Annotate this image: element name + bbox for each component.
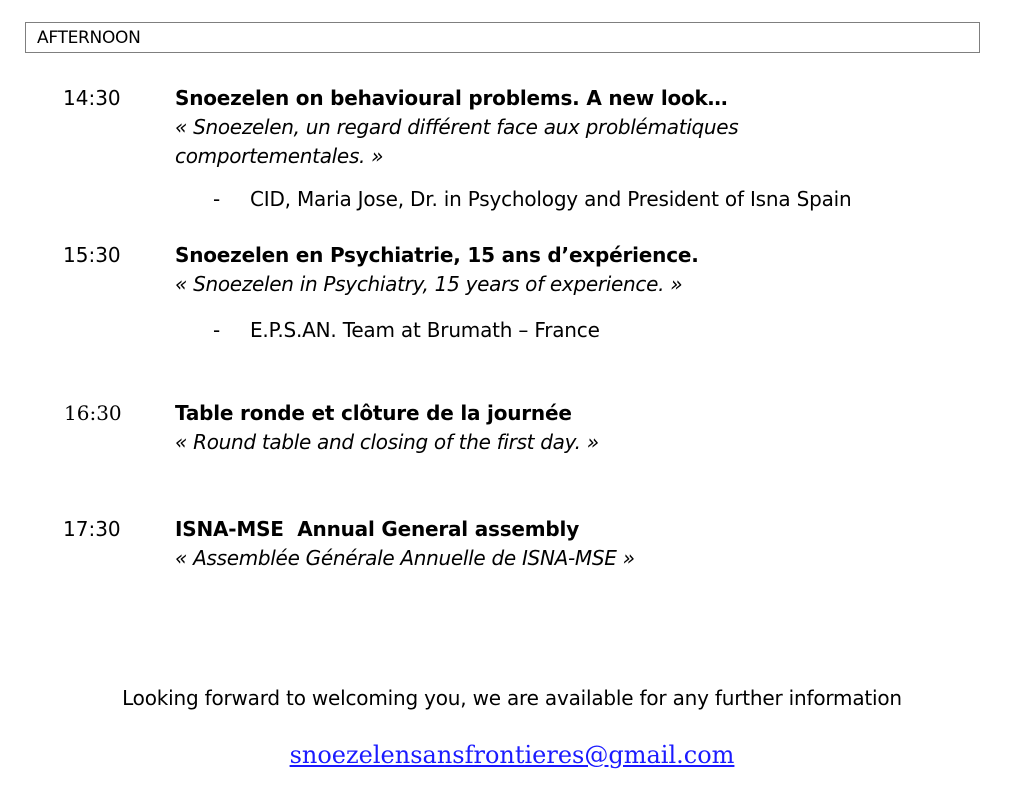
program-subtitle-line: « Assemblée Générale Annuelle de ISNA-MSE » xyxy=(175,546,635,570)
program-title: ISNA-MSE Annual General assembly xyxy=(175,517,580,541)
program-subtitle xyxy=(175,544,815,573)
program-speaker xyxy=(213,187,851,211)
program-speaker xyxy=(213,318,600,342)
contact-email xyxy=(0,741,1024,769)
speaker-bullet: - xyxy=(213,187,221,211)
section-header-box xyxy=(25,22,980,53)
speaker-name: CID, Maria Jose, Dr. in Psychology and President of Isna Spain xyxy=(250,187,852,211)
program-subtitle xyxy=(175,113,815,171)
speaker-name: E.P.S.AN. Team at Brumath – France xyxy=(250,318,600,342)
program-title: Table ronde et clôture de la journée xyxy=(175,401,572,425)
program-subtitle xyxy=(175,428,815,457)
program-subtitle-line: « Snoezelen, un regard différent face aux problématiques xyxy=(175,115,739,139)
closing-message: Looking forward to welcoming you, we are available for any further information xyxy=(122,686,902,710)
program-title: Snoezelen on behavioural problems. A new look… xyxy=(175,86,728,110)
program-subtitle-line: comportementales. » xyxy=(175,144,384,168)
program-subtitle-line: « Round table and closing of the first day. » xyxy=(175,430,599,454)
speaker-bullet: - xyxy=(213,318,221,342)
program-time: 15:30 xyxy=(63,243,121,267)
program-time: 17:30 xyxy=(63,517,121,541)
section-heading: AFTERNOON xyxy=(37,28,141,48)
email-link[interactable]: snoezelensansfrontieres@gmail.com xyxy=(289,741,735,769)
program-subtitle xyxy=(175,270,815,299)
program-title: Snoezelen en Psychiatrie, 15 ans d’expérience. xyxy=(175,243,699,267)
program-time: 16:30 xyxy=(64,401,122,425)
program-time: 14:30 xyxy=(63,86,121,110)
program-subtitle-line: « Snoezelen in Psychiatry, 15 years of experience. » xyxy=(175,272,683,296)
